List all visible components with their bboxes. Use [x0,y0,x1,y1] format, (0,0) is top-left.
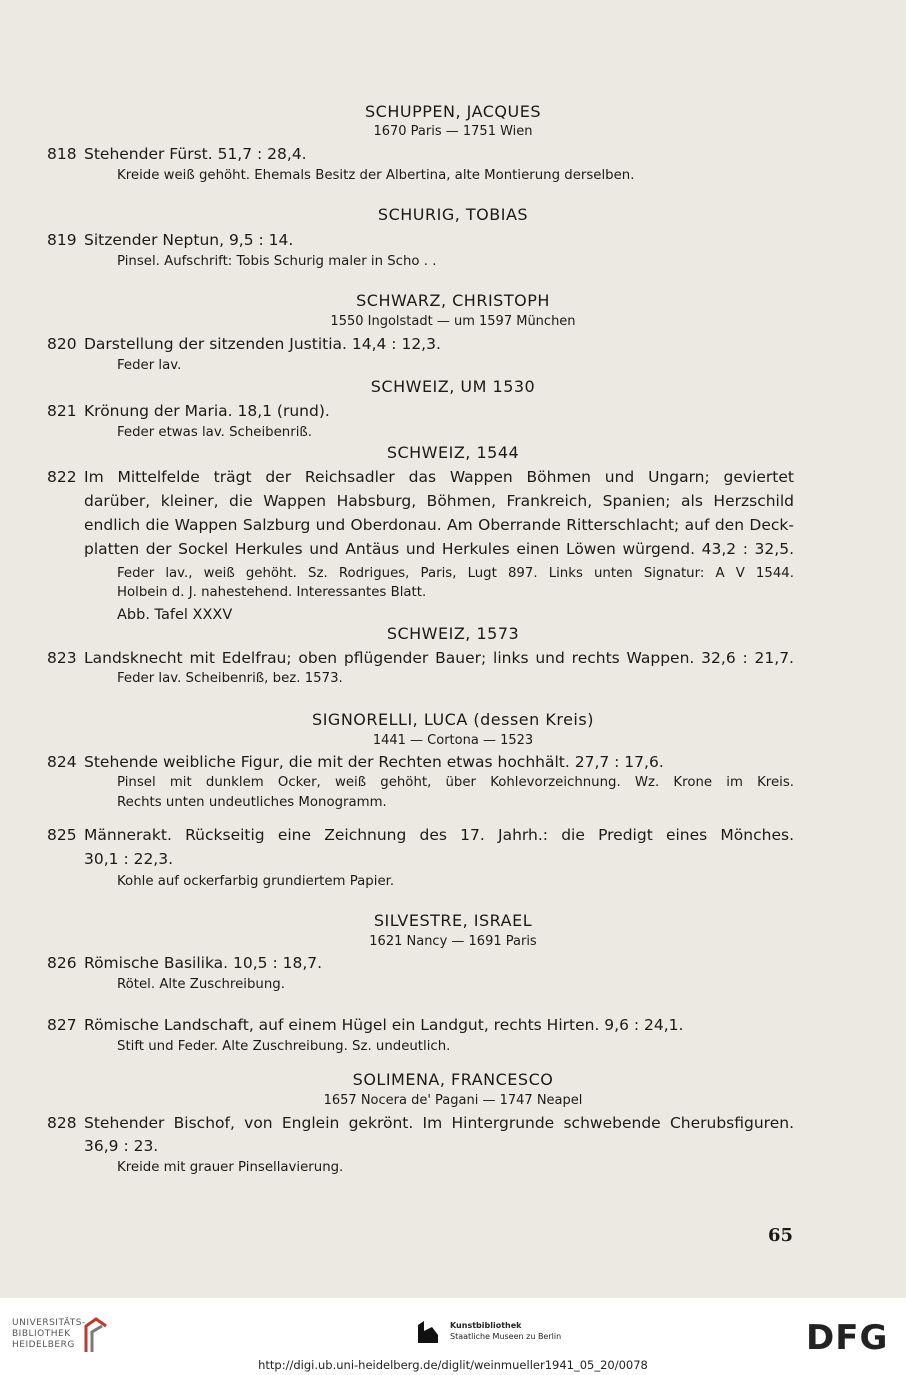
entry-text-line: endlich die Wappen Salzburg und Oberdonau. Am Oberrande Ritterschlacht; auf den Deck- [84,516,794,534]
artist-dates: 1670 Paris — 1751 Wien [373,124,533,139]
plate-reference: Abb. Tafel XXXV [117,607,233,623]
entry-note: Kohle auf ockerfarbig grundiertem Papier. [117,874,395,889]
entry-note: Feder lav. [117,358,182,373]
entry-note: Stift und Feder. Alte Zuschreibung. Sz. undeutlich. [117,1039,451,1054]
artist-heading: SILVESTRE, ISRAEL [373,911,533,930]
entry-note: Kreide weiß gehöht. Ehemals Besitz der Albertina, alte Montierung derselben. [117,168,635,183]
entry-title: Stehender Fürst. 51,7 : 28,4. [84,145,307,163]
artist-heading: SCHWEIZ, 1573 [386,624,520,643]
artist-heading: SCHWARZ, CHRISTOPH [356,291,550,310]
entry-note: Feder lav. Scheibenriß, bez. 1573. [117,671,343,686]
entry-title: Männerakt. Rückseitig eine Zeichnung des 17. Jahrh.: die Predigt eines Mönches. [84,826,794,844]
artist-heading: SOLIMENA, FRANCESCO [352,1070,554,1089]
entry-number: 826 [47,954,77,972]
entry-number: 828 [47,1114,77,1132]
entry-title: Landsknecht mit Edelfrau; oben pflügender Bauer; links und rechts Wappen. 32,6 : 21,7. [84,649,794,667]
artist-heading: SCHWEIZ, 1544 [386,443,520,462]
artist-dates: 1657 Nocera de' Pagani — 1747 Neapel [323,1093,583,1108]
entry-title: 30,1 : 22,3. [84,850,174,868]
entry-number: 825 [47,826,77,844]
entry-note: Pinsel. Aufschrift: Tobis Schurig maler in Scho . . [117,254,437,269]
entry-text-line: Im Mittelfelde trägt der Reichsadler das Wappen Böhmen und Ungarn; geviertet [84,468,794,486]
entry-title: Sitzender Neptun, 9,5 : 14. [84,231,294,249]
entry-note: Holbein d. J. nahestehend. Interessantes Blatt. [117,585,427,600]
entry-note: Rechts unten undeutliches Monogramm. [117,795,387,810]
artist-heading: SCHUPPEN, JACQUES [365,102,541,121]
artist-dates: 1621 Nancy — 1691 Paris [369,934,537,949]
library-name-line: HEIDELBERG [12,1340,75,1350]
library-name-line: UNIVERSITÄTS- [12,1318,86,1328]
artist-heading: SCHWEIZ, UM 1530 [370,377,536,396]
entry-number: 822 [47,468,77,486]
entry-text-line: darüber, kleiner, die Wappen Habsburg, Böhmen, Frankreich, Spanien; als Herzschild [84,492,794,510]
page-number: 65 [768,1225,794,1246]
entry-note: Kreide mit grauer Pinsellavierung. [117,1160,344,1175]
artist-dates: 1550 Ingolstadt — um 1597 München [330,314,576,329]
entry-note: Feder etwas lav. Scheibenriß. [117,425,312,440]
entry-title: Römische Landschaft, auf einem Hügel ein Landgut, rechts Hirten. 9,6 : 24,1. [84,1016,684,1034]
kunstbibliothek-label [450,1320,561,1342]
entry-number: 824 [47,753,77,771]
entry-text-line: platten der Sockel Herkules und Antäus und Herkules einen Löwen würgend. 43,2 : 32,5. [84,540,794,558]
entry-note: Pinsel mit dunklem Ocker, weiß gehöht, über Kohlevorzeichnung. Wz. Krone im Kreis. [117,775,794,790]
entry-number: 821 [47,402,77,420]
university-library-logo-icon [82,1316,110,1356]
entry-title: Römische Basilika. 10,5 : 18,7. [84,954,323,972]
artist-heading: SIGNORELLI, LUCA (dessen Kreis) [312,710,594,729]
kb-name: Kunstbibliothek [450,1321,522,1330]
entry-title: Stehende weibliche Figur, die mit der Rechten etwas hochhält. 27,7 : 17,6. [84,753,664,771]
artist-heading: SCHURIG, TOBIAS [377,205,529,224]
entry-number: 827 [47,1016,77,1034]
entry-number: 823 [47,649,77,667]
source-url-link[interactable]: http://digi.ub.uni-heidelberg.de/diglit/weinmueller1941_05_20/0078 [258,1358,648,1372]
library-name-line: BIBLIOTHEK [12,1329,71,1339]
entry-number: 820 [47,335,77,353]
entry-number: 819 [47,231,77,249]
entry-note: Feder lav., weiß gehöht. Sz. Rodrigues, Paris, Lugt 897. Links unten Signatur: A V 1544. [117,566,794,581]
entry-title: Krönung der Maria. 18,1 (rund). [84,402,330,420]
university-library-logo-text [12,1318,86,1351]
entry-title: Stehender Bischof, von Englein gekrönt. Im Hintergrunde schwebende Cherubsfiguren. [84,1114,794,1132]
entry-title: Darstellung der sitzenden Justitia. 14,4 : 12,3. [84,335,441,353]
kb-institution: Staatliche Museen zu Berlin [450,1332,562,1341]
artist-dates: 1441 — Cortona — 1523 [372,733,534,748]
entry-note: Rötel. Alte Zuschreibung. [117,977,285,992]
dfg-logo: DFG [806,1318,889,1358]
entry-number: 818 [47,145,77,163]
entry-title: 36,9 : 23. [84,1137,159,1155]
kunstbibliothek-logo-icon [414,1317,442,1347]
